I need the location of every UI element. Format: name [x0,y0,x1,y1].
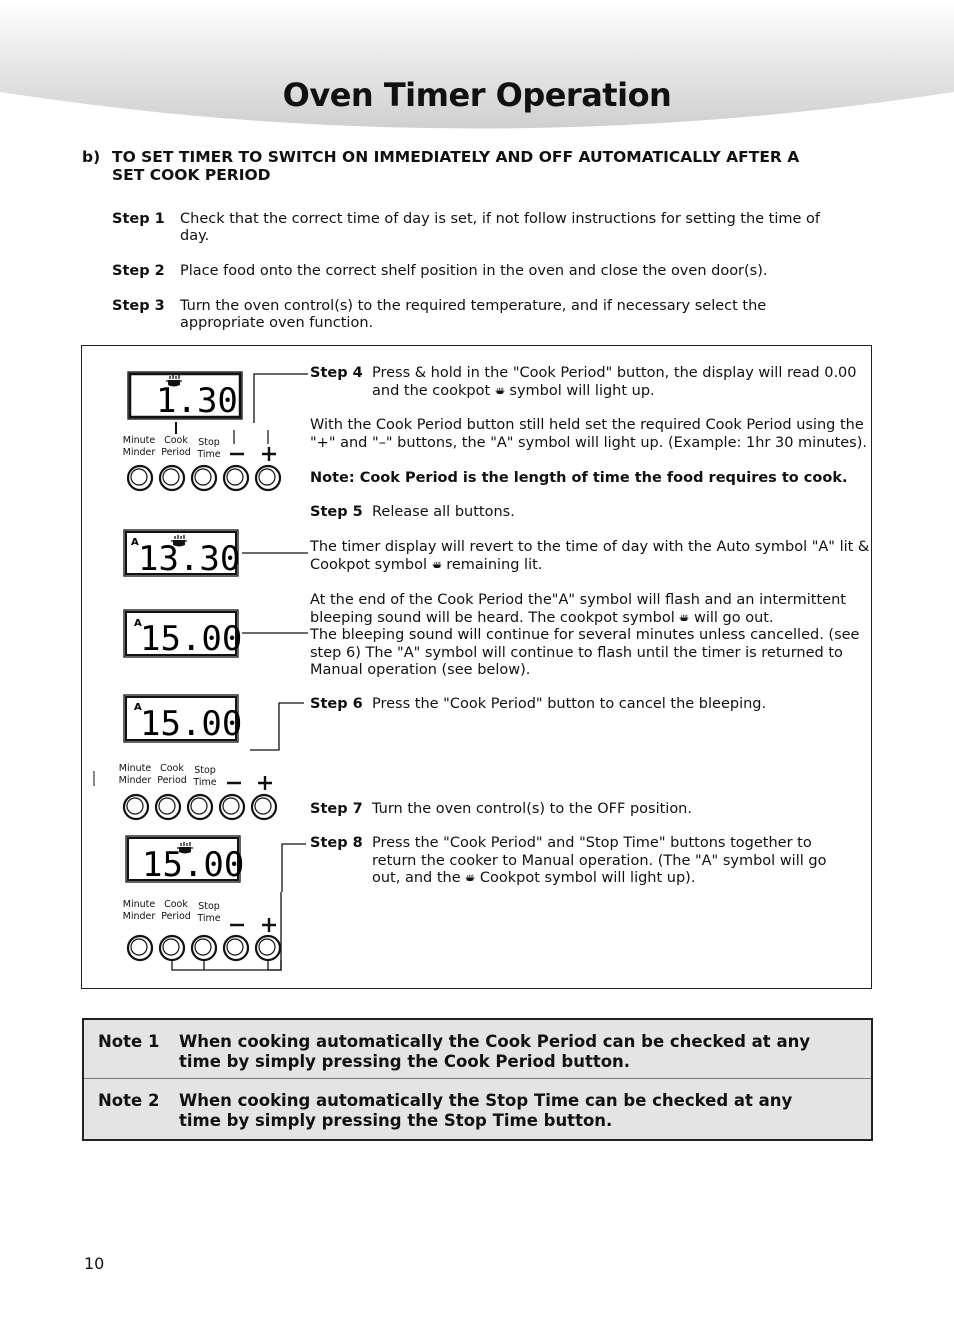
step-4 [310,365,870,401]
note-2-label: Note 2 [98,1091,160,1110]
step-8-label: Step 8 [310,835,363,851]
step-5-text: Release all buttons. [372,504,515,520]
note-1-label: Note 1 [98,1032,160,1051]
step-6 [310,696,870,716]
diagram-box [81,345,872,989]
stop-time-label-3: Stop Time [197,901,221,924]
minute-minder-label-1: Minute Minder [122,435,156,458]
cookpot-icon [432,561,442,569]
section-heading [82,148,842,188]
display-2-value: 13.30 [138,539,241,579]
display-3-value: 15.00 [140,619,243,659]
minute-minder-label-3: Minute Minder [122,899,156,922]
cook-period-label-2: Cook Period [157,763,187,786]
step-1 [112,211,852,247]
section-title: TO SET TIMER TO SWITCH ON IMMEDIATELY AND OFF AUTOMATICALLY AFTER A SET COOK PERIOD [112,148,800,184]
note-2-text: When cooking automatically the Stop Time can be checked at any time by simply pressing the Stop Time button. [179,1091,793,1130]
cookpot-icon [495,387,505,395]
cookpot-icon [465,874,475,882]
step-4-text: Press & hold in the "Cook Period" button, the display will read 0.00 and the cookpot symbol will light up. [372,365,857,399]
note-1 [84,1020,871,1078]
step-7-label: Step 7 [310,801,363,817]
cook-period-set-text: With the Cook Period button still held set the required Cook Period using the "+" and "–" buttons, the "A" symbol will light up. (Example: 1hr 30 minutes). [310,417,868,451]
revert-text: The timer display will revert to the time of day with the Auto symbol "A" lit & Cookpot symbol remaining lit. [310,539,870,573]
header-band [0,0,954,135]
display-4-auto: A [134,702,142,713]
cook-period-note: Note: Cook Period is the length of time the food requires to cook. [310,470,848,486]
display-3-auto: A [134,618,142,629]
step-3-label: Step 3 [112,298,165,314]
step-7-text: Turn the oven control(s) to the OFF position. [372,801,692,817]
step-3 [112,298,852,334]
display-2-auto: A [131,537,139,548]
stop-time-label-1: Stop Time [197,437,221,460]
minute-minder-label-2: Minute Minder [118,763,152,786]
step-3-text: Turn the oven control(s) to the required temperature, and if necessary select the appropriate oven function. [180,298,767,331]
step-7 [310,801,870,821]
step-6-text: Press the "Cook Period" button to cancel the bleeping. [372,696,767,712]
step-2-text: Place food onto the correct shelf position in the oven and close the oven door(s). [180,263,768,279]
note-2 [84,1078,871,1139]
display-4-value: 15.00 [140,704,243,744]
stop-time-label-2: Stop Time [193,765,217,788]
note-1-text: When cooking automatically the Cook Period can be checked at any time by simply pressing the Cook Period button. [179,1032,811,1071]
step-8 [310,835,870,891]
end-of-cook-text: At the end of the Cook Period the"A" symbol will flash and an intermittent bleeping sound will be heard. The cookpot symbol will go out. The bleeping sound will continue for several minutes unless cancelled. (see step 6) The "A" symbol will continue to flash until the timer is returned to Manual operation (see below). [310,592,860,678]
cook-period-label-1: Cook Period [161,435,191,458]
step-5-label: Step 5 [310,504,363,520]
notes-box [82,1018,873,1141]
page-number: 10 [84,1254,105,1273]
step-2 [112,263,852,283]
cook-period-label-3: Cook Period [161,899,191,922]
cookpot-icon [679,614,689,622]
step-2-label: Step 2 [112,263,165,279]
step-5 [310,504,870,524]
display-1-value: 1.30 [156,381,238,421]
step-4-label: Step 4 [310,365,363,381]
section-label: b) [82,148,101,166]
display-5-value: 15.00 [142,845,245,885]
step-8-text: Press the "Cook Period" and "Stop Time" buttons together to return the cooker to Manual operation. (The "A" symbol will go out, and the Cookpot symbol will light up). [372,835,827,886]
step-1-label: Step 1 [112,211,165,227]
step-6-label: Step 6 [310,696,363,712]
step-1-text: Check that the correct time of day is set, if not follow instructions for setting the time of day. [180,211,821,244]
page-title: Oven Timer Operation [282,76,672,114]
